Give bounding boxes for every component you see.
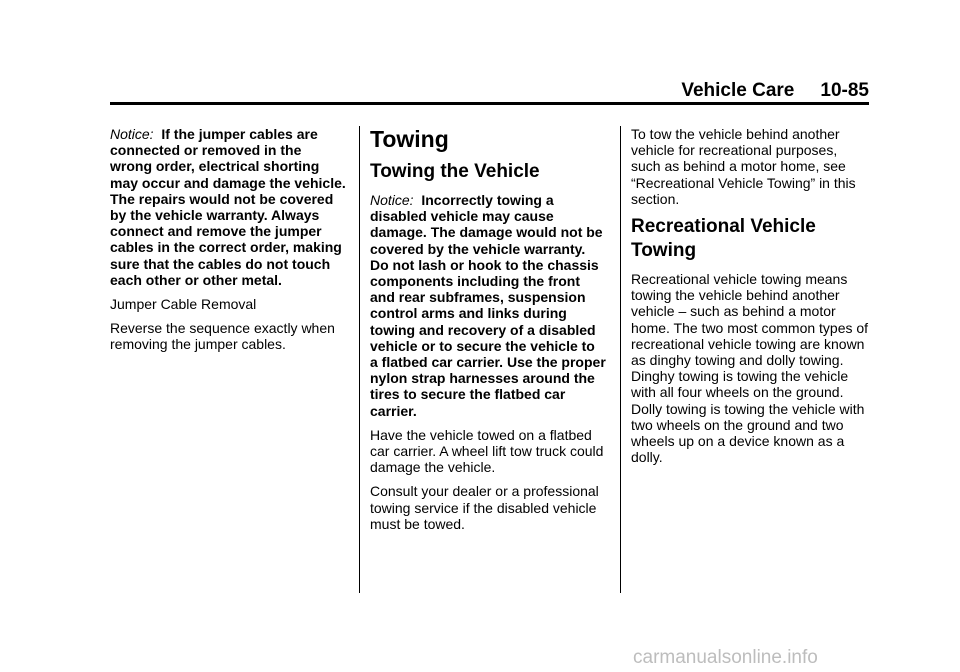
notice-paragraph xyxy=(110,126,346,288)
notice-text: If the jumper cables are connected or removed in the wrong order, electrical shorting may occur and damage the vehicle. The repairs would not be covered by the vehicle warranty. Always connect and remove the jumper cables in the correct order, making sure that the cables do not touch each other or other metal. xyxy=(110,126,346,288)
page-number: 10-85 xyxy=(820,80,869,101)
flatbed-paragraph: Have the vehicle towed on a flatbed car carrier. A wheel lift tow truck could damage the vehicle. xyxy=(370,426,604,476)
watermark: carmanualsonline.info xyxy=(633,647,818,668)
section-title: Vehicle Care xyxy=(681,80,795,101)
towing-heading: Towing xyxy=(370,126,449,152)
jumper-cable-removal-heading: Jumper Cable Removal xyxy=(110,296,257,313)
column-left xyxy=(110,126,346,361)
header-rule xyxy=(110,102,869,105)
column-divider xyxy=(620,126,621,593)
column-middle xyxy=(370,126,606,540)
notice-label: Notice: xyxy=(110,126,154,142)
notice-label: Notice: xyxy=(370,192,414,208)
consult-dealer-paragraph: Consult your dealer or a professional towing service if the disabled vehicle must be towed. xyxy=(370,483,599,532)
towing-the-vehicle-heading: Towing the Vehicle xyxy=(370,161,540,182)
jumper-cable-removal-text: Reverse the sequence exactly when removing the jumper cables. xyxy=(110,320,335,353)
recreational-reference-paragraph: To tow the vehicle behind another vehicle for recreational purposes, such as behind a motor home, see “Recreational Vehicle Towing” in this section. xyxy=(631,126,856,207)
notice-paragraph xyxy=(370,192,606,419)
column-divider xyxy=(359,126,360,593)
column-right xyxy=(631,126,869,473)
recreational-vehicle-towing-heading: Recreational Vehicle Towing xyxy=(631,216,816,262)
page-header xyxy=(110,80,869,102)
recreational-towing-paragraph: Recreational vehicle towing means towing the vehicle behind another vehicle – such as behind a motor home. The two most common types of recreational vehicle towing are known as dinghy towing and dolly towing. Dinghy towing is towing the vehicle with all four wheels on the ground. Dolly towing is towing the vehicle with two wheels on the ground and two wheels up on a device known as a dolly. xyxy=(631,271,869,466)
notice-text: Incorrectly towing a disabled vehicle may cause damage. The damage would not be covered by the vehicle warranty. Do not lash or hook to the chassis components including the front and rear subframes, suspension control arms and links during towing and recovery of a disabled vehicle or to secure the vehicle to a flatbed car carrier. Use the proper nylon strap harnesses around the tires to secure the flatbed car carrier. xyxy=(370,192,606,419)
